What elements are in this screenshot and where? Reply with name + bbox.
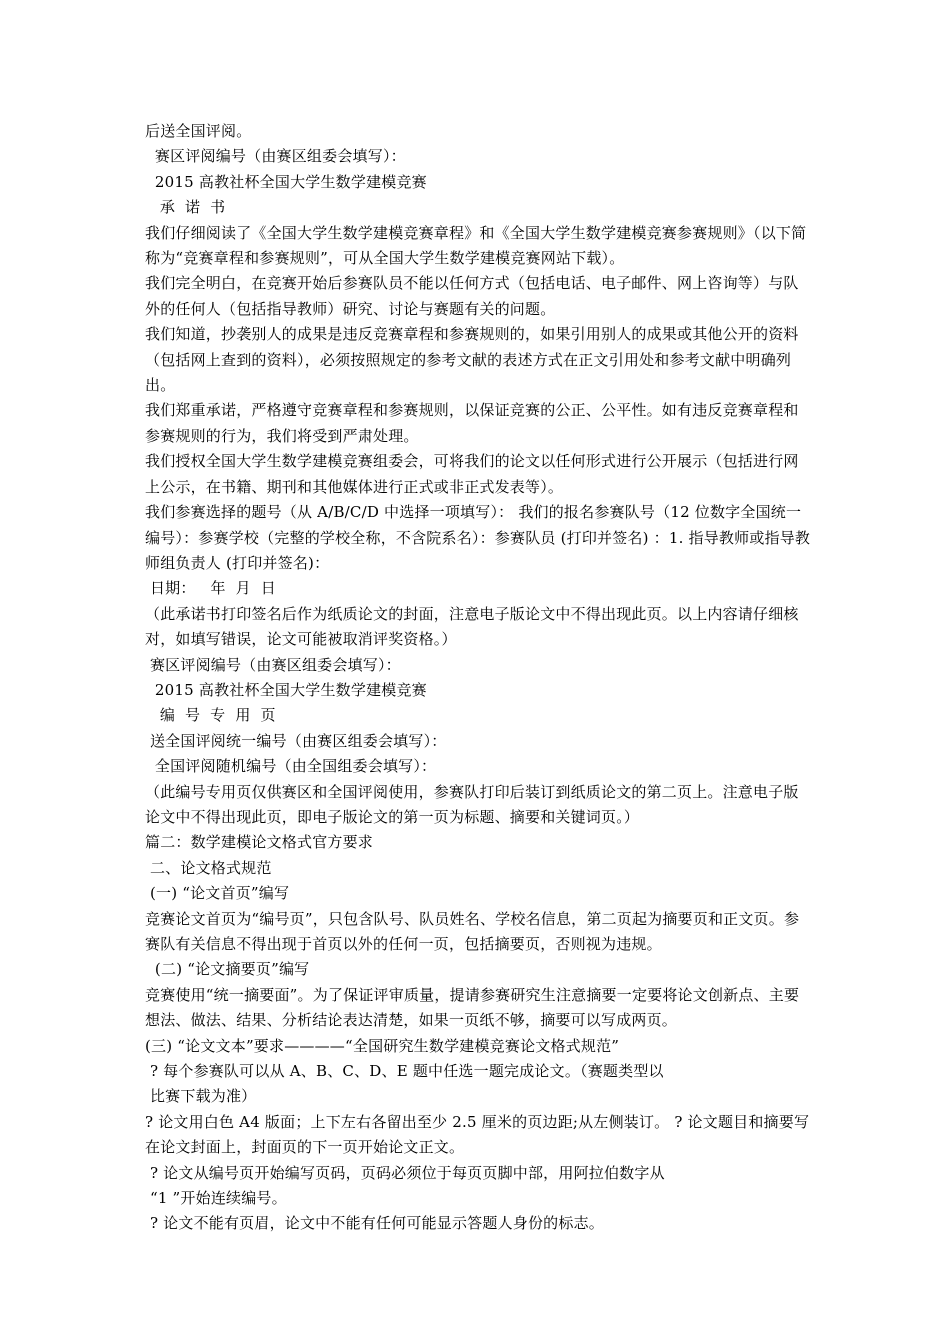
commitment-paragraph-2: 我们完全明白，在竞赛开始后参赛队员不能以任何方式（包括电话、电子邮件、网上咨询等）与队外的任何人（包括指导教师）研究、讨论与赛题有关的问题。 [145, 274, 799, 318]
rule-item-2: ? 论文用白色 A4 版面；上下左右各留出至少 2.5 厘米的页边距;从左侧装订。 ? 论文题目和摘要写在论文封面上，封面页的下一页开始论文正文。 [145, 1112, 810, 1157]
rule-item-1: ? 每个参赛队可以从 A、B、C、D、E 题中任选一题完成论文。（赛题类型以 [145, 1062, 664, 1081]
subsection-heading-1: (一) “论文首页”编写 [145, 884, 290, 903]
subsection-heading-2: (二) “论文摘要页”编写 [145, 960, 310, 979]
commitment-paragraph-3: 我们知道，抄袭别人的成果是违反竞赛章程和参赛规则的，如果引用别人的成果或其他公开的资料（包括网上查到的资料），必须按照规定的参考文献的表述方式在正文引用处和参考文献中明确列出。 [145, 325, 799, 395]
commitment-note: （此承诺书打印签名后作为纸质论文的封面，注意电子版论文中不得出现此页。以上内容请仔细核对，如填写错误，论文可能被取消评奖资格。） [145, 604, 799, 649]
document-body [145, 119, 813, 1237]
first-page-paragraph: 竞赛论文首页为“编号页”，只包含队号、队员姓名、学校名信息，第二页起为摘要页和正文页。参赛队有关信息不得出现于首页以外的任何一页，包括摘要页，否则视为违规。 [145, 909, 800, 953]
rule-item-3: ? 论文从编号页开始编写页码，页码必须位于每页页脚中部，用阿拉伯数字从 [145, 1163, 665, 1182]
number-page-note: （此编号专用页仅供赛区和全国评阅使用，参赛队打印后装订到纸质论文的第二页上。注意电子版论文中不得出现此页，即电子版论文的第一页为标题、摘要和关键词页。） [145, 782, 799, 826]
commitment-paragraph-4: 我们郑重承诺，严格遵守竞赛章程和参赛规则，以保证竞赛的公正、公平性。如有违反竞赛章程和参赛规则的行为，我们将受到严肃处理。 [145, 401, 799, 445]
commitment-paragraph-1: 我们仔细阅读了《全国大学生数学建模竞赛章程》和《全国大学生数学建模竞赛参赛规则》（以下简称为“竞赛章程和参赛规则”，可从全国大学生数学建模竞赛网站下载）。 [145, 223, 807, 268]
review-number-label: 赛区评阅编号（由赛区组委会填写）： [145, 147, 406, 166]
national-number-label: 送全国评阅统一编号（由赛区组委会填写）： [145, 731, 447, 750]
number-page-heading: 编 号 专 用 页 [145, 706, 276, 725]
rule-item-1-cont: 比赛下载为准） [145, 1087, 257, 1106]
team-info-fields: 我们参赛选择的题号（从 A/B/C/D 中选择一项填写）： 我们的报名参赛队号（12 位数字全国统一编号）：参赛学校（完整的学校全称，不含院系名）：参赛队员 (打印并签名) ：1. 指导教师或指导教师组负责人 (打印并签名)： [145, 503, 811, 572]
commitment-paragraph-5: 我们授权全国大学生数学建模竞赛组委会，可将我们的论文以任何形式进行公开展示（包括进行网上公示，在书籍、期刊和其他媒体进行正式或非正式发表等）。 [145, 452, 799, 496]
random-number-label: 全国评阅随机编号（由全国组委会填写）： [145, 757, 437, 776]
format-spec-heading: 二、论文格式规范 [145, 858, 272, 877]
section-heading-part2: 篇二：数学建模论文格式官方要求 [145, 833, 374, 852]
abstract-page-paragraph: 竞赛使用“统一摘要面”。为了保证评审质量，提请参赛研究生注意摘要一定要将论文创新点、主要想法、做法、结果、分析结论表达清楚，如果一页纸不够，摘要可以写成两页。 [145, 985, 800, 1030]
date-line: 日期： 年 月 日 [145, 579, 276, 598]
commitment-heading: 承 诺 书 [145, 198, 226, 217]
text-line-continuation: 后送全国评阅。 [145, 122, 252, 140]
rule-item-3-cont: “1 ”开始连续编号。 [145, 1189, 287, 1208]
contest-title: 2015 高教社杯全国大学生数学建模竞赛 [145, 172, 427, 191]
subsection-heading-3: (三) “论文文本”要求————“全国研究生数学建模竞赛论文格式规范” [145, 1036, 620, 1055]
rule-item-4: ? 论文不能有页眉，论文中不能有任何可能显示答题人身份的标志。 [145, 1214, 604, 1233]
review-number-label-2: 赛区评阅编号（由赛区组委会填写）： [145, 655, 401, 674]
contest-title-2: 2015 高教社杯全国大学生数学建模竞赛 [145, 680, 427, 699]
